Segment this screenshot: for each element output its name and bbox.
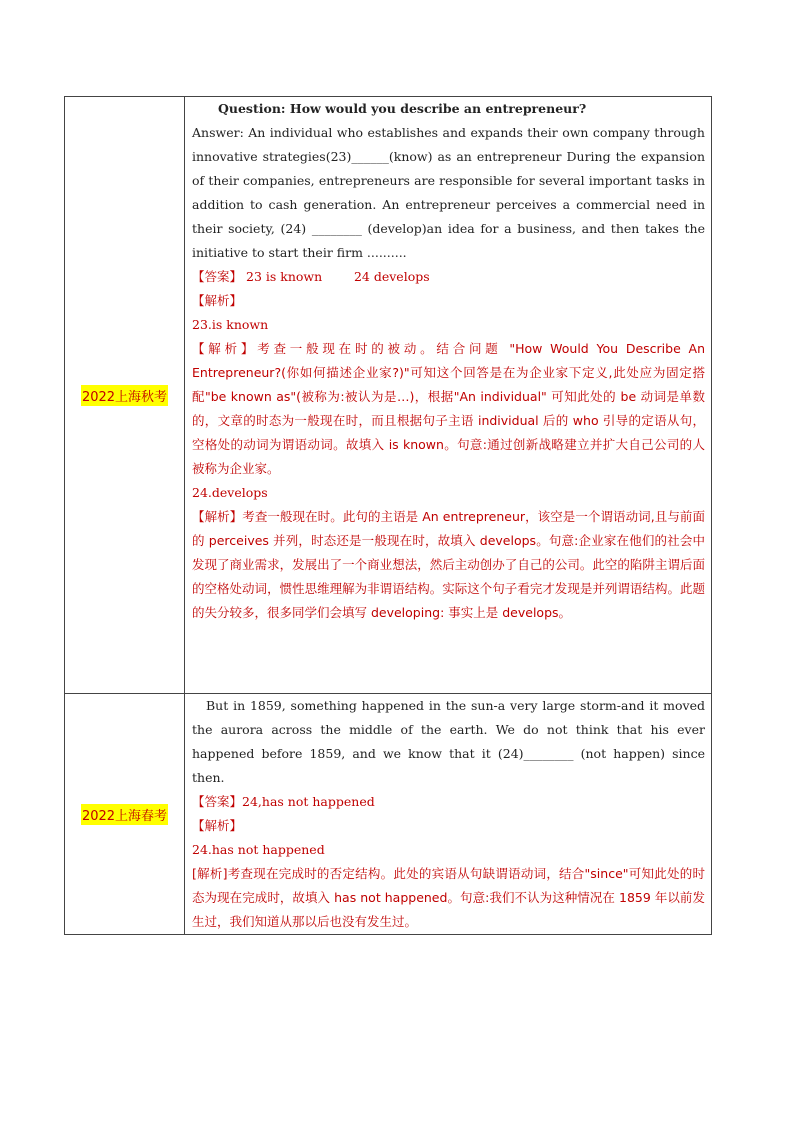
answer-line bbox=[192, 790, 705, 814]
passage-text: Answer: An individual who establishes and expands their own company through innovative strategies(23)______(know) as an entrepreneur During the expansion of their companies, entrepreneurs are responsible for several important tasks in addition to cash generation. An entrepreneur perceives a commercial need in their society, (24) ________ (develop)an idea for a business, and then takes the initiative to start their firm .......... bbox=[192, 125, 705, 260]
exam-label: 2022上海秋考 bbox=[81, 385, 168, 406]
item-analysis-tag: 【解析】 bbox=[192, 509, 243, 524]
answer-text: 23 is known 24 develops bbox=[246, 269, 430, 284]
item-analysis bbox=[192, 505, 705, 625]
answer-line bbox=[192, 265, 705, 289]
passage-text: But in 1859, something happened in the sun-a very large storm-and it moved the aurora across the middle of the earth. We do not think that his ever happened before 1859, and we know that it (24)________ (not happen) since then. bbox=[192, 698, 705, 785]
item-heading: 24.develops bbox=[192, 485, 268, 500]
content-cell bbox=[185, 97, 712, 694]
table-row bbox=[65, 97, 712, 694]
content-cell bbox=[185, 694, 712, 935]
answer-text: 24,has not happened bbox=[242, 794, 375, 809]
exam-label-cell bbox=[65, 97, 185, 694]
analysis-tag: 【解析】 bbox=[192, 818, 243, 833]
item-analysis bbox=[192, 337, 705, 481]
answer-tag: 【答案】 bbox=[192, 269, 243, 284]
item-analysis-tag: 【解析】 bbox=[192, 341, 258, 356]
analysis-tag: 【解析】 bbox=[192, 293, 243, 308]
item-heading: 23.is known bbox=[192, 317, 269, 332]
table-row bbox=[65, 694, 712, 935]
exam-label-cell bbox=[65, 694, 185, 935]
item-analysis-body: 考查一般现在时。此句的主语是 An entrepreneur，该空是一个谓语动词,且与前面的 perceives 并列，时态还是一般现在时，故填入 develops。句意:企业家在他们的社会中发现了商业需求，发展出了一个商业想法，然后主动创办了自己的公司。此空的陷阱主谓后面的空格处动词，惯性思维理解为非谓语结构。实际这个句子看完才发现是并列谓语结构。此题的失分较多，很多同学们会填写 developing: 事实上是 develops。 bbox=[192, 509, 705, 620]
answer-tag: 【答案】 bbox=[192, 794, 243, 809]
item-analysis-body: 考查一般现在时的被动。结合问题 "How Would You Describe An Entrepreneur?(你如何描述企业家?)"可知这个回答是在为企业家下定义,此处应为固定搭配"be known as"(被称为:被认为是…)，根据"An individual" 可知此处的 be 动词是单数的，文章的时态为一般现在时，而且根据句子主语 individual 后的 who 引导的定语从句，空格处的动词为谓语动词。故填入 is known。句意:通过创新战略建立并扩大自己公司的人被称为企业家。 bbox=[192, 341, 705, 476]
item-analysis bbox=[192, 862, 705, 934]
item-heading: 24.has not happened bbox=[192, 842, 325, 857]
item-analysis-body: 考查现在完成时的否定结构。此处的宾语从句缺谓语动词，结合"since"可知此处的时态为现在完成时，故填入 has not happened。句意:我们不认为这种情况在 1859 年以前发生过，我们知道从那以后也没有发生过。 bbox=[192, 866, 705, 929]
question-title: Question: How would you describe an entrepreneur? bbox=[218, 101, 587, 116]
exam-label: 2022上海春考 bbox=[81, 804, 168, 825]
exam-table bbox=[64, 96, 712, 935]
item-analysis-tag: [解析] bbox=[192, 866, 228, 881]
